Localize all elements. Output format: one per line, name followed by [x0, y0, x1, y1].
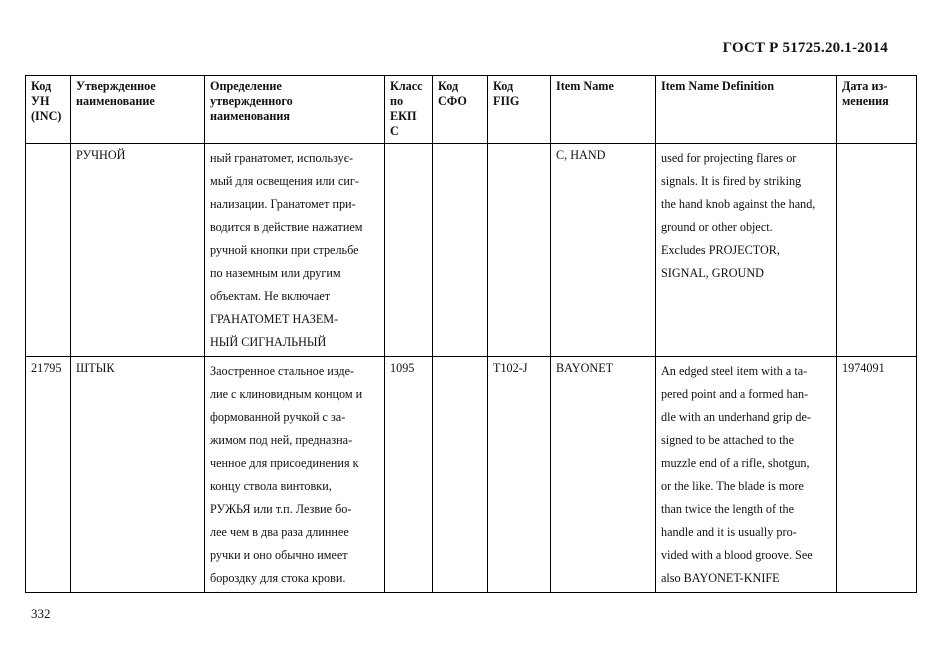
col-header-inc [26, 76, 71, 144]
col-header-line: Класс [390, 79, 423, 93]
text-line: ручной кнопки при стрельбе [210, 243, 359, 257]
cell-sfo [433, 144, 488, 357]
text-line: жимом под ней, предназна- [210, 433, 353, 447]
text-line: ручки и оно обычно имеет [210, 548, 348, 562]
text-line: vided with a blood groove. See [661, 548, 813, 562]
col-header-line: Код [438, 79, 459, 93]
text-line: ченное для присоединения к [210, 456, 359, 470]
col-header-sfo [433, 76, 488, 144]
col-header-date [837, 76, 917, 144]
col-header-line: наименование [76, 94, 155, 108]
col-header-line: Item Name Definition [661, 79, 775, 93]
table-row [26, 357, 917, 593]
text-line: signals. It is fired by striking [661, 174, 802, 188]
text-line: лее чем в два раза длиннее [210, 525, 349, 539]
col-header-line: утвержденного [210, 94, 293, 108]
text-line: dle with an underhand grip de- [661, 410, 811, 424]
text-line: signed to be attached to the [661, 433, 795, 447]
col-header-item-name [551, 76, 656, 144]
text-line: SIGNAL, GROUND [661, 266, 764, 280]
col-header-line: УН [31, 94, 50, 108]
text-line: ГРАНАТОМЕТ НАЗЕМ- [210, 312, 339, 326]
cell-item-definition [656, 144, 837, 357]
col-header-definition [205, 76, 385, 144]
col-header-line: Определение [210, 79, 282, 93]
cell-sfo [433, 357, 488, 593]
header-row [26, 76, 917, 144]
cell-class: 1095 [385, 357, 433, 593]
cell-item-definition [656, 357, 837, 593]
col-header-approved-name [71, 76, 205, 144]
text-line: бороздку для стока крови. [210, 571, 346, 585]
cell-definition [205, 357, 385, 593]
cell-approved-name: РУЧНОЙ [71, 144, 205, 357]
text-line: концу ствола винтовки, [210, 479, 332, 493]
col-header-line: (INC) [31, 109, 62, 123]
col-header-fiig [488, 76, 551, 144]
col-header-line: Утвержденное [76, 79, 156, 93]
text-line: РУЖЬЯ или т.п. Лезвие бо- [210, 502, 352, 516]
cell-definition [205, 144, 385, 357]
col-header-line: Код [493, 79, 514, 93]
text-line: формованной ручкой с за- [210, 410, 346, 424]
text-line: the hand knob against the hand, [661, 197, 816, 211]
document-code: ГОСТ Р 51725.20.1-2014 [722, 40, 888, 56]
col-header-line: СФО [438, 94, 467, 108]
text-line: лие с клиновидным концом и [210, 387, 363, 401]
col-header-line: менения [842, 94, 889, 108]
cell-inc: 21795 [26, 357, 71, 593]
cell-date: 1974091 [837, 357, 917, 593]
col-header-line: Дата из- [842, 79, 888, 93]
text-line: Excludes PROJECTOR, [661, 243, 780, 257]
text-line: used for projecting flares or [661, 151, 797, 165]
text-line: ный гранатомет, использує- [210, 151, 354, 165]
col-header-item-definition [656, 76, 837, 144]
col-header-line: наименования [210, 109, 290, 123]
table-row [26, 144, 917, 357]
cell-class [385, 144, 433, 357]
col-header-line: FIIG [493, 94, 520, 108]
text-line: мый для освещения или сиг- [210, 174, 359, 188]
text-line: An edged steel item with a ta- [661, 364, 808, 378]
col-header-line: Код [31, 79, 52, 93]
col-header-line: по [390, 94, 404, 108]
text-line: Заостренное стальное изде- [210, 364, 355, 378]
col-header-line: Item Name [556, 79, 614, 93]
cell-fiig: T102-J [488, 357, 551, 593]
text-line: объектам. Не включает [210, 289, 331, 303]
text-line: НЫЙ СИГНАЛЬНЫЙ [210, 335, 327, 349]
cell-item-name: C, HAND [551, 144, 656, 357]
text-line: водится в действие нажатием [210, 220, 363, 234]
cell-fiig [488, 144, 551, 357]
page-number: 332 [31, 606, 51, 621]
nomenclature-table [25, 75, 917, 593]
text-line: handle and it is usually pro- [661, 525, 797, 539]
col-header-line: С [390, 124, 399, 138]
col-header-class [385, 76, 433, 144]
text-line: also BAYONET-KNIFE [661, 571, 780, 585]
text-line: pered point and a formed han- [661, 387, 809, 401]
text-line: than twice the length of the [661, 502, 795, 516]
text-line: or the like. The blade is more [661, 479, 804, 493]
cell-approved-name: ШТЫК [71, 357, 205, 593]
cell-inc [26, 144, 71, 357]
text-line: по наземным или другим [210, 266, 341, 280]
cell-item-name: BAYONET [551, 357, 656, 593]
text-line: muzzle end of a rifle, shotgun, [661, 456, 810, 470]
col-header-line: ЕКП [390, 109, 417, 123]
text-line: нализации. Гранатомет при- [210, 197, 356, 211]
text-line: ground or other object. [661, 220, 773, 234]
cell-date [837, 144, 917, 357]
